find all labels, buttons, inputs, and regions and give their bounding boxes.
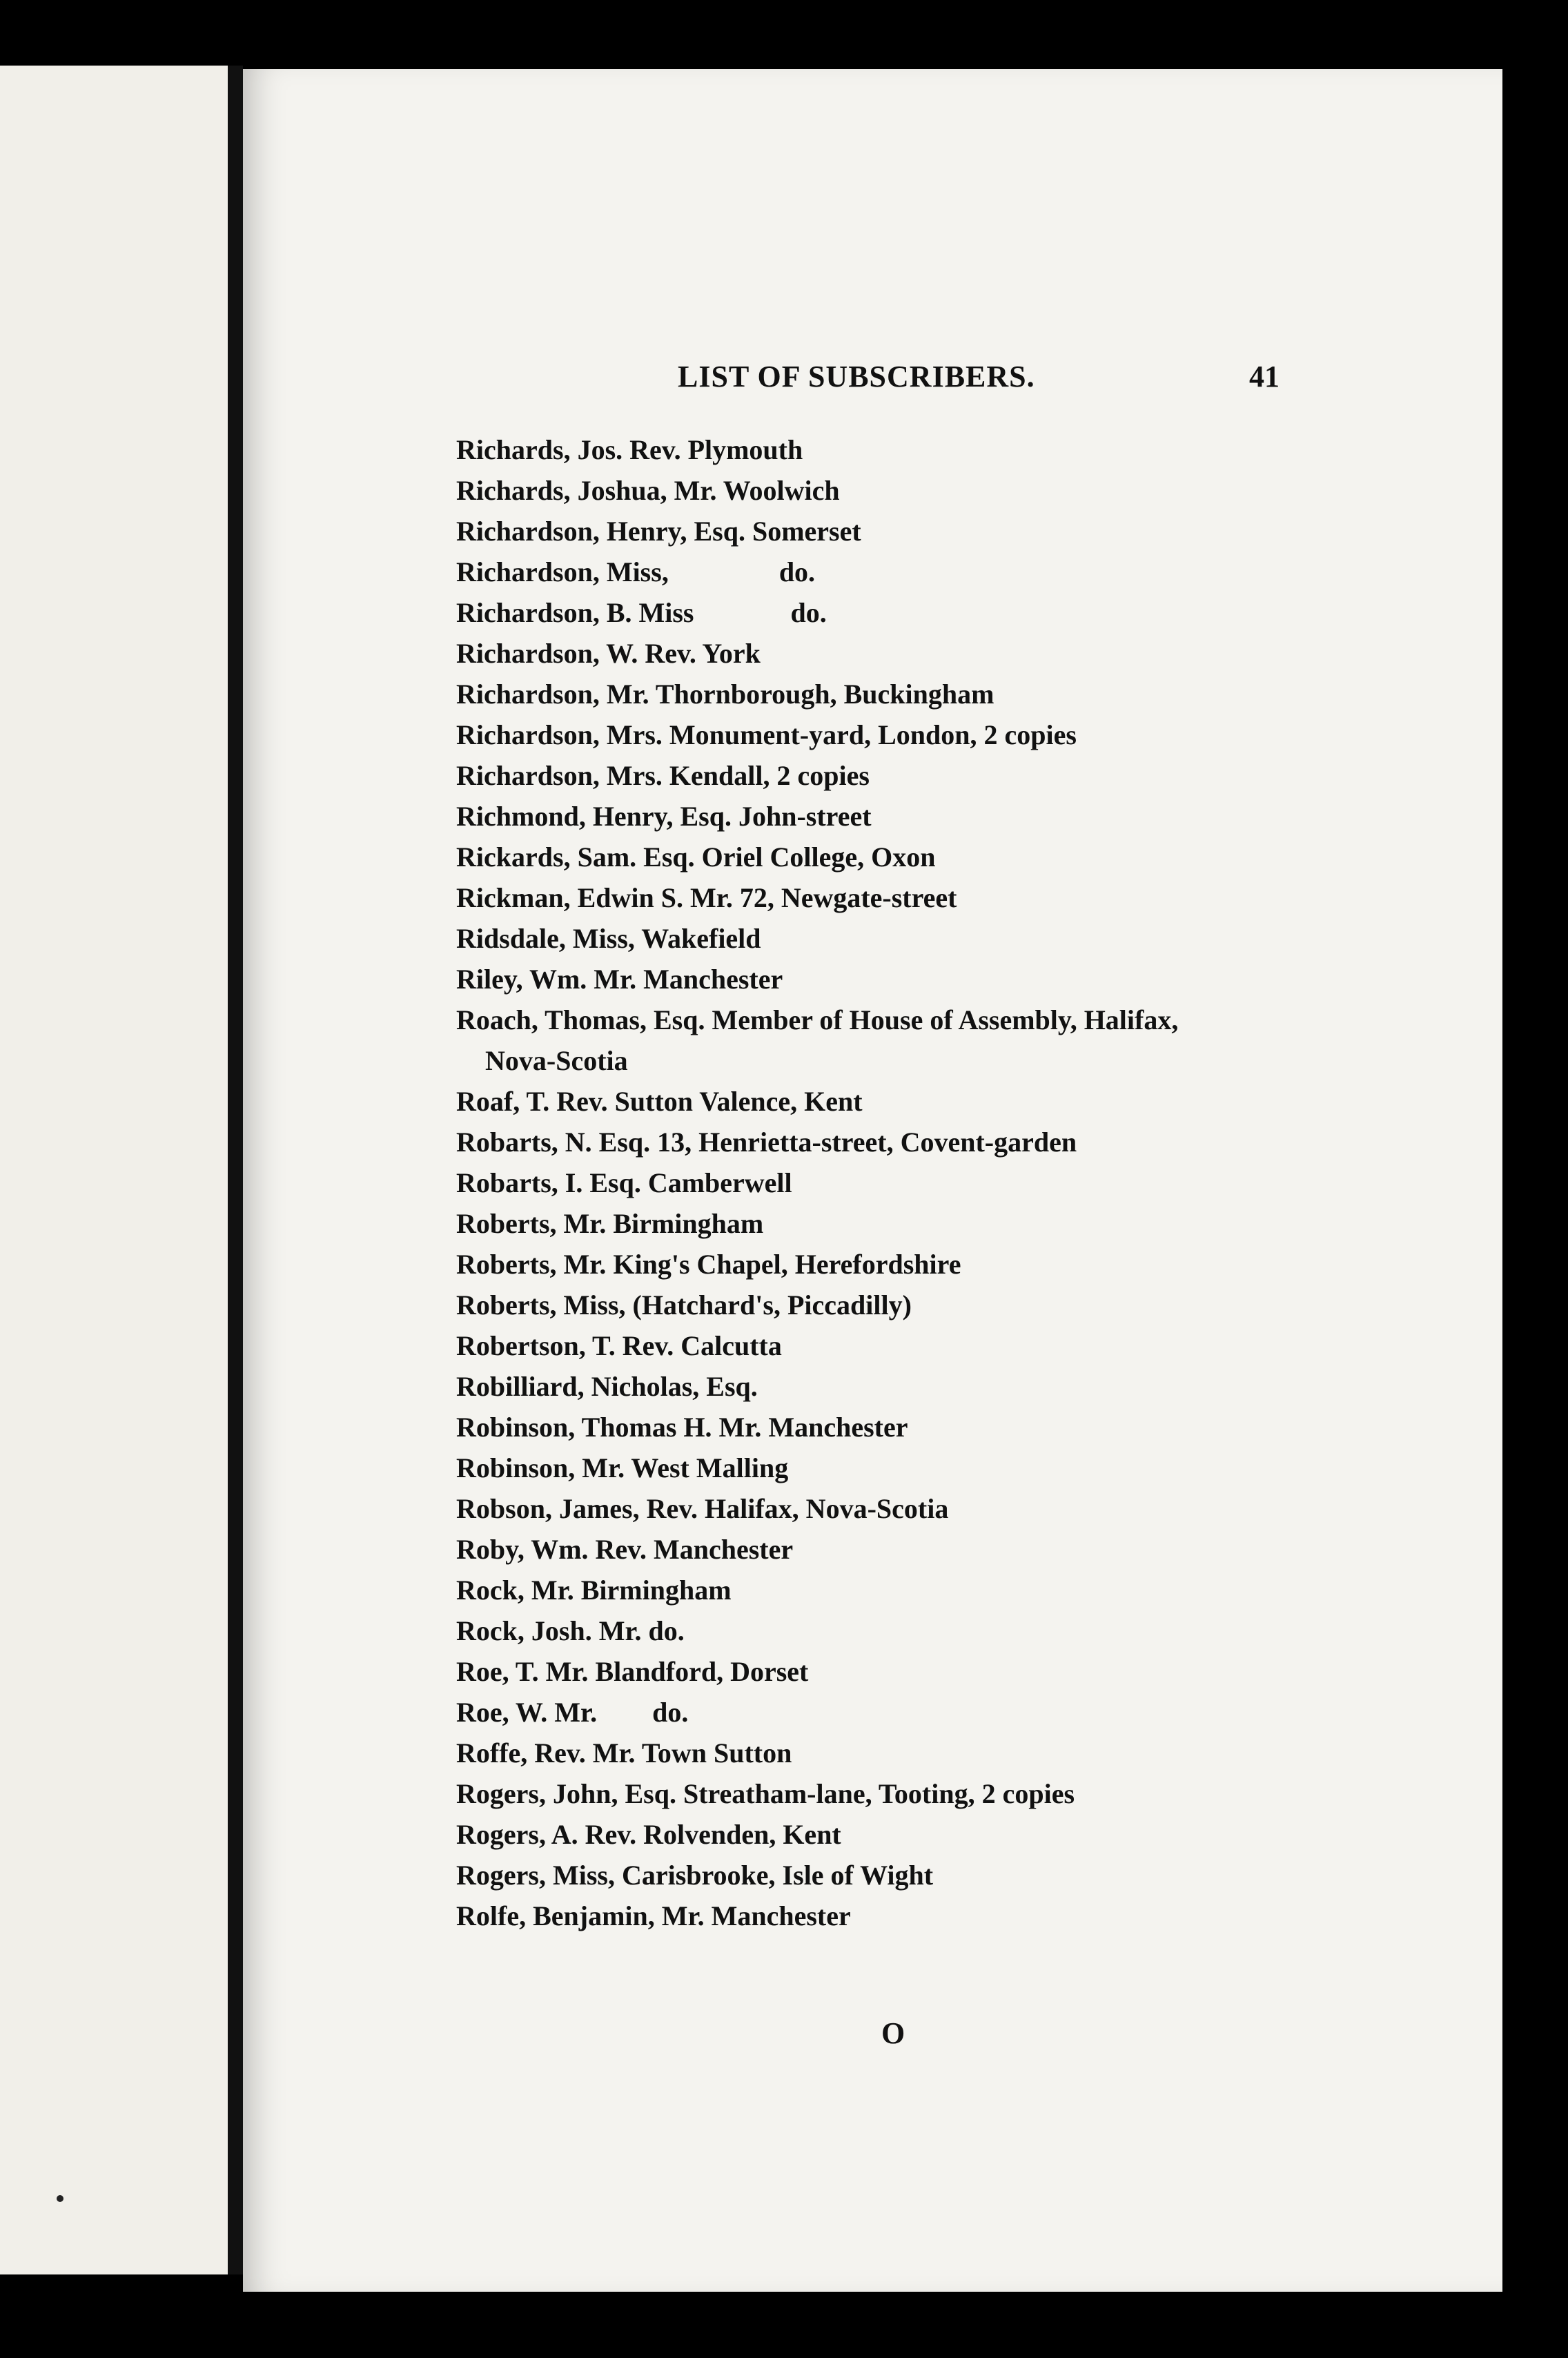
list-item: Richardson, Mrs. Monument-yard, London, 2 copies bbox=[456, 719, 1077, 750]
page-title: LIST OF SUBSCRIBERS. bbox=[678, 360, 1035, 393]
list-item: Richardson, Mrs. Kendall, 2 copies bbox=[456, 760, 870, 791]
list-item: Richardson, B. Miss do. bbox=[456, 597, 827, 628]
list-item: Richardson, Henry, Esq. Somerset bbox=[456, 516, 861, 547]
list-item: Robson, James, Rev. Halifax, Nova-Scotia bbox=[456, 1493, 949, 1524]
list-item: Robertson, T. Rev. Calcutta bbox=[456, 1330, 782, 1361]
list-item: Roberts, Mr. King's Chapel, Herefordshire bbox=[456, 1249, 961, 1280]
ink-speck bbox=[57, 2195, 63, 2202]
list-item: Richmond, Henry, Esq. John-street bbox=[456, 801, 872, 832]
page-number: 41 bbox=[1249, 360, 1280, 393]
list-item: Richardson, Mr. Thornborough, Buckingham bbox=[456, 679, 994, 710]
list-item: Rickman, Edwin S. Mr. 72, Newgate-street bbox=[456, 882, 957, 913]
list-item: Rogers, John, Esq. Streatham-lane, Tooting, 2 copies bbox=[456, 1778, 1075, 1809]
page bbox=[243, 69, 1502, 2292]
list-item: Roe, T. Mr. Blandford, Dorset bbox=[456, 1656, 809, 1687]
list-item: Rock, Mr. Birmingham bbox=[456, 1575, 732, 1606]
list-item-continuation: Nova-Scotia bbox=[485, 1045, 628, 1076]
left-page-edge bbox=[0, 66, 228, 2274]
list-item: Robinson, Thomas H. Mr. Manchester bbox=[456, 1412, 908, 1443]
list-item: Roberts, Mr. Birmingham bbox=[456, 1208, 764, 1239]
signature-mark: O bbox=[881, 2016, 905, 2050]
list-item: Roe, W. Mr. do. bbox=[456, 1697, 689, 1728]
list-item: Roach, Thomas, Esq. Member of House of Assembly, Halifax, bbox=[456, 1004, 1179, 1035]
list-item: Rogers, Miss, Carisbrooke, Isle of Wight bbox=[456, 1860, 934, 1891]
list-item: Riley, Wm. Mr. Manchester bbox=[456, 964, 783, 995]
list-item: Richards, Jos. Rev. Plymouth bbox=[456, 434, 803, 465]
list-item: Roberts, Miss, (Hatchard's, Piccadilly) bbox=[456, 1289, 912, 1321]
book-spine bbox=[228, 66, 243, 2274]
list-item: Robarts, I. Esq. Camberwell bbox=[456, 1167, 792, 1198]
subscriber-list bbox=[456, 429, 1422, 1936]
list-item: Rolfe, Benjamin, Mr. Manchester bbox=[456, 1900, 851, 1931]
list-item: Robilliard, Nicholas, Esq. bbox=[456, 1371, 758, 1402]
list-item: Roaf, T. Rev. Sutton Valence, Kent bbox=[456, 1086, 863, 1117]
running-header bbox=[243, 359, 1502, 400]
list-item: Robinson, Mr. West Malling bbox=[456, 1452, 789, 1483]
list-item: Ridsdale, Miss, Wakefield bbox=[456, 923, 761, 954]
list-item: Richards, Joshua, Mr. Woolwich bbox=[456, 475, 840, 506]
list-item: Richardson, W. Rev. York bbox=[456, 638, 761, 669]
list-item: Roby, Wm. Rev. Manchester bbox=[456, 1534, 794, 1565]
list-item: Rickards, Sam. Esq. Oriel College, Oxon bbox=[456, 841, 936, 873]
list-item: Robarts, N. Esq. 13, Henrietta-street, Covent-garden bbox=[456, 1127, 1077, 1158]
list-item: Rock, Josh. Mr. do. bbox=[456, 1615, 685, 1646]
list-item: Rogers, A. Rev. Rolvenden, Kent bbox=[456, 1819, 841, 1850]
list-item: Richardson, Miss, do. bbox=[456, 556, 816, 587]
list-item: Roffe, Rev. Mr. Town Sutton bbox=[456, 1737, 792, 1769]
